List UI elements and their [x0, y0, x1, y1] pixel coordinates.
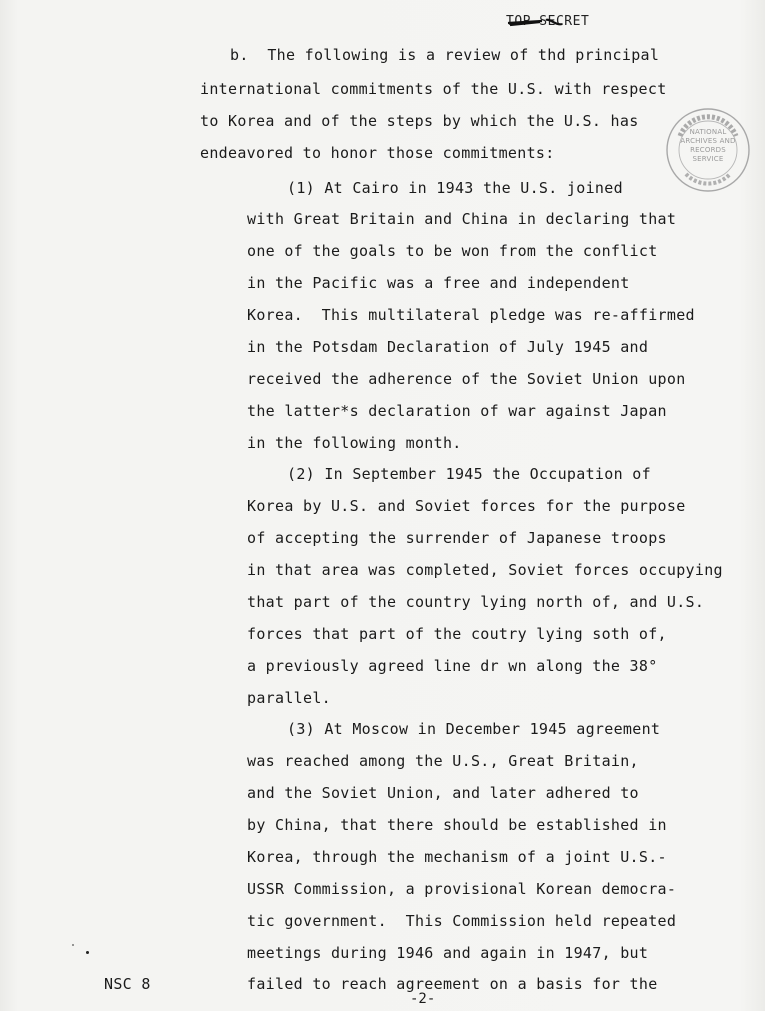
text-line: Korea by U.S. and Soviet forces for the purpose [247, 497, 686, 515]
archive-stamp-text: NATIONAL ARCHIVES AND RECORDS SERVICE [680, 128, 736, 163]
text-line: failed to reach agreement on a basis for the [247, 975, 658, 993]
classification-marking: TOP SECRET [506, 14, 590, 29]
text-line: was reached among the U.S., Great Britain, [247, 752, 639, 770]
classification-strike-mark [506, 17, 576, 29]
text-line: parallel. [247, 689, 331, 707]
text-line: that part of the country lying north of, and U.S. [247, 593, 705, 611]
text-line: received the adherence of the Soviet Union upon [247, 370, 686, 388]
text-line: b. The following is a review of thd principal [230, 46, 660, 64]
text-line: (3) At Moscow in December 1945 agreement [287, 720, 661, 738]
text-line: the latter*s declaration of war against Japan [247, 402, 667, 420]
text-line: Korea, through the mechanism of a joint U.S.- [247, 848, 667, 866]
document-series-label: NSC 8 [104, 975, 151, 993]
text-line: international commitments of the U.S. with respect [200, 80, 667, 98]
text-line: in that area was completed, Soviet forces occupying [247, 561, 723, 579]
page-number: -2- [410, 991, 436, 1007]
text-line: USSR Commission, a provisional Korean democra- [247, 880, 677, 898]
text-line: one of the goals to be won from the conflict [247, 242, 658, 260]
text-line: (1) At Cairo in 1943 the U.S. joined [287, 179, 623, 197]
text-line: in the following month. [247, 434, 462, 452]
text-line: in the Potsdam Declaration of July 1945 and [247, 338, 649, 356]
scan-speck [86, 951, 89, 954]
text-line: a previously agreed line dr wn along the 38° [247, 657, 658, 675]
text-line: of accepting the surrender of Japanese troops [247, 529, 667, 547]
text-line: (2) In September 1945 the Occupation of [287, 465, 651, 483]
text-line: by China, that there should be established in [247, 816, 667, 834]
text-line: and the Soviet Union, and later adhered to [247, 784, 639, 802]
text-line: endeavored to honor those commitments: [200, 144, 555, 162]
text-line: forces that part of the coutry lying soth of, [247, 625, 667, 643]
scan-speck [72, 944, 74, 946]
text-line: to Korea and of the steps by which the U.S. has [200, 112, 639, 130]
text-line: meetings during 1946 and again in 1947, but [247, 944, 649, 962]
text-line: in the Pacific was a free and independent [247, 274, 630, 292]
text-line: tic government. This Commission held repeated [247, 912, 677, 930]
text-line: with Great Britain and China in declaring that [247, 210, 677, 228]
text-line: Korea. This multilateral pledge was re-affirmed [247, 306, 695, 324]
